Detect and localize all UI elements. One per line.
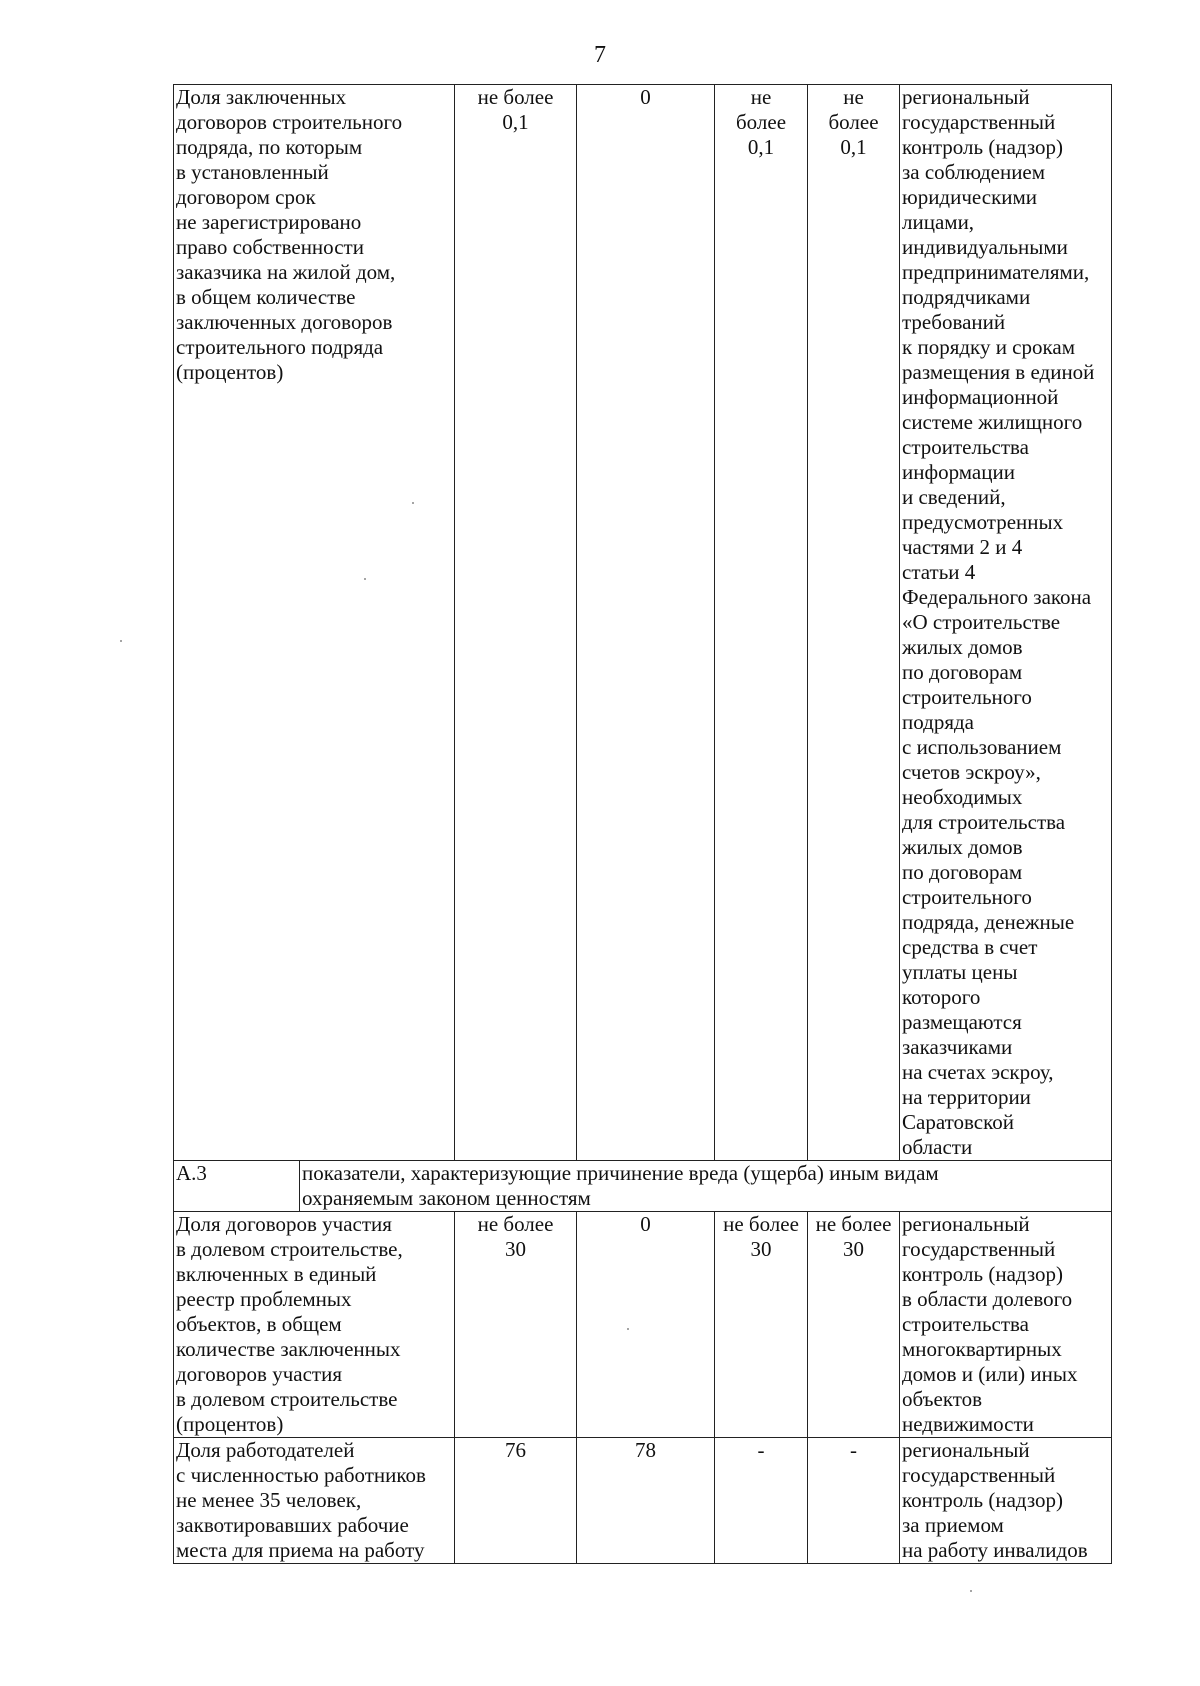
target-value: не более 0,1 (477, 85, 554, 134)
value-1: не более 0,1 (735, 85, 787, 159)
indicators-table (173, 84, 1112, 1564)
target-value-cell (455, 1438, 577, 1564)
control-type: региональный государственный контроль (надзор) за соблюдением юридическими лицами, индивидуальными предпринимателями, подрядчиками требований к порядку и срокам размещения в единой информационной системе жилищного строительства информации и сведений, предусмотренных частями 2 и 4 статьи 4 Федерального закона «О строительстве жилых домов по договорам строительного подряда с использованием счетов эскроу», необходимых для строительства жилых домов по договорам строительного подряда, денежные средства в счет уплаты цены которого размещаются заказчиками на счетах эскроу, на территории Саратовской области (902, 85, 1095, 1159)
base-value: 0 (640, 1212, 651, 1236)
base-value-cell (577, 85, 715, 1161)
base-value: 0 (640, 85, 651, 109)
value-1: не более 30 (723, 1212, 799, 1261)
section-code: А.3 (176, 1161, 207, 1185)
target-value-cell (455, 1212, 577, 1438)
control-type: региональный государственный контроль (надзор) за приемом на работу инвалидов (902, 1438, 1088, 1562)
table-row (174, 1212, 1112, 1438)
control-type: региональный государственный контроль (надзор) в области долевого строительства многоквартирных домов и (или) иных объектов недвижимости (902, 1212, 1078, 1436)
base-value: 78 (635, 1438, 656, 1462)
target-value: не более 30 (477, 1212, 554, 1261)
value-2-cell (808, 1438, 900, 1564)
value-2-cell (808, 85, 900, 1161)
value-2-cell (808, 1212, 900, 1438)
value-1-cell (715, 85, 808, 1161)
indicator-cell (174, 1438, 455, 1564)
value-1: - (757, 1438, 765, 1462)
page-number: 7 (594, 42, 606, 68)
section-title: показатели, характеризующие причинение вреда (ущерба) иным видам охраняемым законом ценностям (302, 1161, 939, 1210)
section-code-cell (174, 1161, 300, 1212)
scan-speck (120, 640, 122, 642)
control-type-cell (900, 85, 1112, 1161)
value-1-cell (715, 1212, 808, 1438)
value-2: - (850, 1438, 857, 1462)
control-type-cell (900, 1212, 1112, 1438)
control-type-cell (900, 1438, 1112, 1564)
value-2: не более 0,1 (828, 85, 879, 159)
base-value-cell (577, 1212, 715, 1438)
indicator-cell (174, 1212, 455, 1438)
scan-speck (412, 502, 414, 504)
value-2: не более 30 (815, 1212, 892, 1261)
indicator-text: Доля договоров участия в долевом строительстве, включенных в единый реестр проблемных объектов, в общем количестве заключенных договоров участия в долевом строительстве (процентов) (176, 1212, 403, 1436)
base-value-cell (577, 1438, 715, 1564)
table-row (174, 85, 1112, 1161)
indicator-text: Доля работодателей с численностью работников не менее 35 человек, заквотировавших рабочие места для приема на работу (176, 1438, 426, 1562)
section-row (174, 1161, 1112, 1212)
indicator-cell (174, 85, 455, 1161)
scan-speck (627, 1328, 629, 1330)
value-1-cell (715, 1438, 808, 1564)
section-title-cell (300, 1161, 1112, 1212)
scan-speck (970, 1590, 972, 1592)
indicator-text: Доля заключенных договоров строительного подряда, по которым в установленный договором срок не зарегистрировано право собственности заказчика на жилой дом, в общем количестве заключенных договоров строительного подряда (процентов) (176, 85, 403, 384)
target-value-cell (455, 85, 577, 1161)
target-value: 76 (505, 1438, 526, 1462)
table-row (174, 1438, 1112, 1564)
scan-speck (364, 578, 366, 580)
